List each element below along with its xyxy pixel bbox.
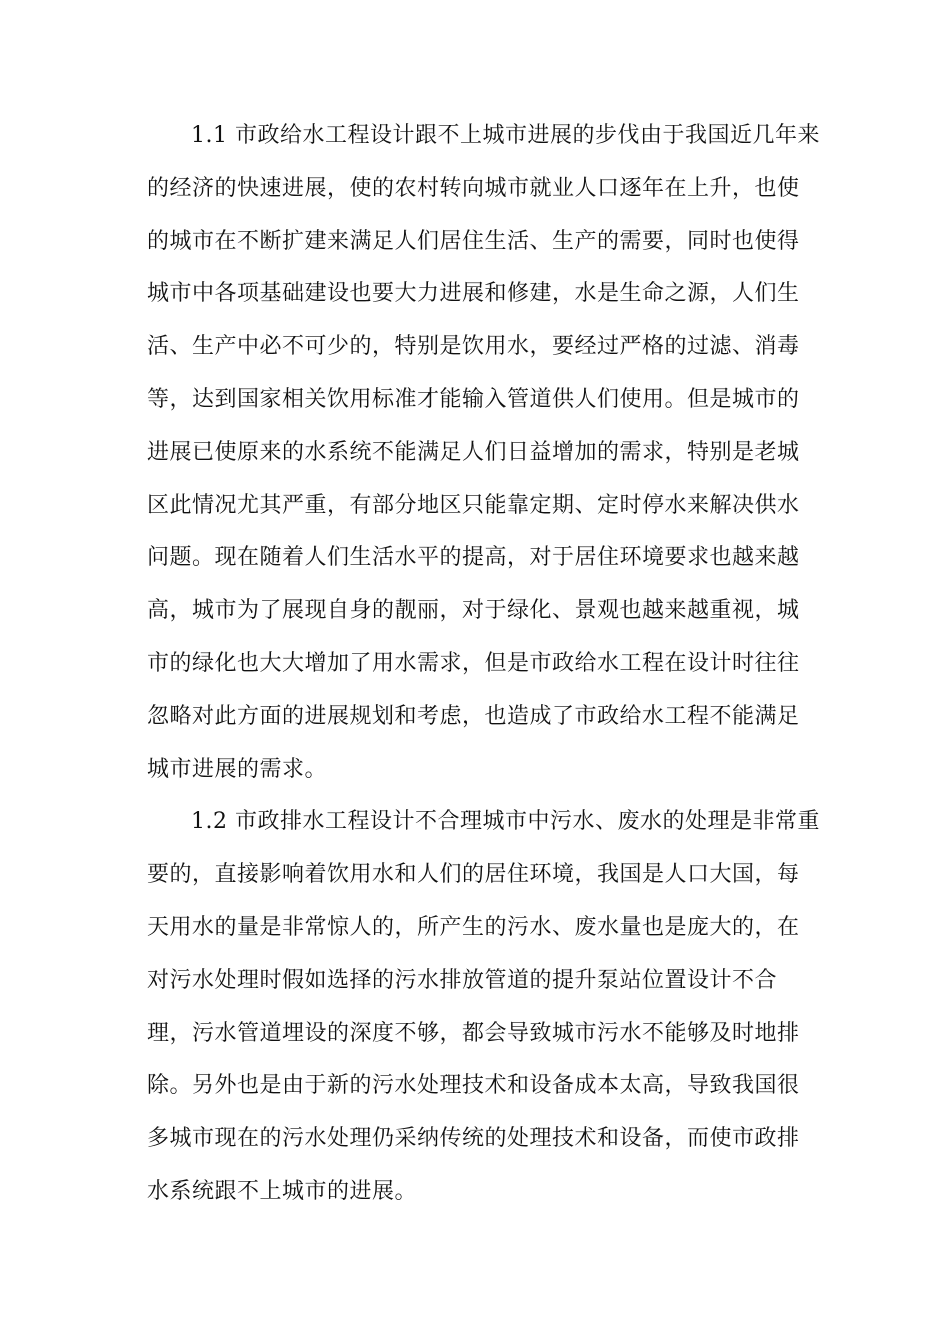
paragraph-line: 的经济的快速进展，使的农村转向城市就业人口逐年在上升，也使: [147, 175, 800, 201]
paragraph-line: 进展已使原来的水系统不能满足人们日益增加的需求，特别是老城: [147, 439, 800, 465]
paragraph-line: 问题。现在随着人们生活水平的提高，对于居住环境要求也越来越: [147, 545, 800, 571]
paragraph-line: 水系统跟不上城市的进展。: [147, 1178, 418, 1204]
paragraph-line: 城市进展的需求。: [147, 756, 328, 782]
paragraph-line: 城市中各项基础建设也要大力进展和修建，水是生命之源，人们生: [147, 281, 800, 307]
paragraph-line: 1.2 市政排水工程设计不合理城市中污水、废水的处理是非常重: [191, 809, 820, 835]
paragraph-line: 高，城市为了展现自身的靓丽，对于绿化、景观也越来越重视，城: [147, 598, 800, 624]
document-body: [147, 110, 820, 1219]
paragraph-line: 对污水处理时假如选择的污水排放管道的提升泵站位置设计不合: [147, 967, 778, 993]
paragraph-line: 等，达到国家相关饮用标准才能输入管道供人们使用。但是城市的: [147, 386, 800, 412]
paragraph-line: 活、生产中必不可少的，特别是饮用水，要经过严格的过滤、消毒: [147, 334, 800, 360]
paragraph-line: 除。另外也是由于新的污水处理技术和设备成本太高，导致我国很: [147, 1073, 800, 1099]
paragraph-line: 天用水的量是非常惊人的，所产生的污水、废水量也是庞大的，在: [147, 914, 800, 940]
paragraph-line: 的城市在不断扩建来满足人们居住生活、生产的需要，同时也使得: [147, 228, 800, 254]
paragraph-line: 要的，直接影响着饮用水和人们的居住环境，我国是人口大国，每: [147, 862, 800, 888]
paragraph-line: 1.1 市政给水工程设计跟不上城市进展的步伐由于我国近几年来: [191, 123, 820, 148]
paragraph-line: 多城市现在的污水处理仍采纳传统的处理技术和设备，而使市政排: [147, 1126, 800, 1152]
paragraph-1-1: [147, 110, 820, 796]
paragraph-1-2: [147, 796, 820, 1218]
paragraph-line: 忽略对此方面的进展规划和考虑，也造成了市政给水工程不能满足: [147, 703, 800, 729]
paragraph-line: 市的绿化也大大增加了用水需求，但是市政给水工程在设计时往往: [147, 650, 800, 676]
paragraph-line: 理，污水管道埋设的深度不够，都会导致城市污水不能够及时地排: [147, 1020, 800, 1046]
paragraph-line: 区此情况尤其严重，有部分地区只能靠定期、定时停水来解决供水: [147, 492, 800, 518]
